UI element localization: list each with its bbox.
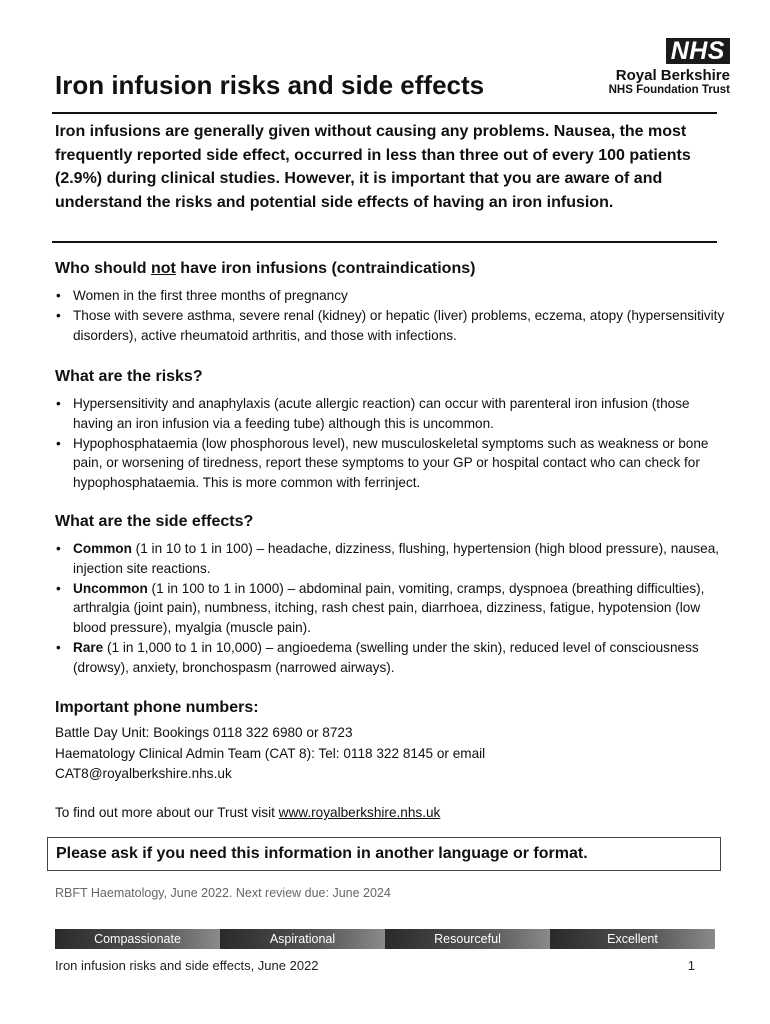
- contraindications-section: [55, 260, 725, 345]
- trust-website-link[interactable]: www.royalberkshire.nhs.uk: [278, 805, 441, 820]
- contraindications-heading: Who should not have iron infusions (contraindications): [55, 260, 476, 277]
- intro-divider: [52, 241, 717, 243]
- trust-values-bar: [55, 929, 715, 949]
- trust-website-line: To find out more about our Trust visit www.royalberkshire.nhs.uk: [55, 805, 441, 820]
- title-divider: [52, 112, 717, 114]
- value-excellent: Excellent: [550, 929, 715, 949]
- language-format-box: [47, 837, 721, 871]
- side-effects-heading: What are the side effects?: [55, 513, 254, 530]
- language-format-notice: Please ask if you need this information in another language or format.: [56, 845, 588, 862]
- review-date: RBFT Haematology, June 2022. Next review due: June 2024: [55, 886, 391, 900]
- trust-subtitle: NHS Foundation Trust: [608, 84, 730, 96]
- phone-numbers-section: [55, 699, 735, 785]
- value-aspirational: Aspirational: [220, 929, 385, 949]
- list-item: • Uncommon (1 in 100 to 1 in 1000) – abdominal pain, vomiting, cramps, dyspnoea (breathing difficulties), arthralgia (joint pain), numbness, itching, rash chest pain, diarrhoea, dizziness, fatigue, hypotension (low blood pressure), myalgia (muscle pain).: [73, 579, 725, 638]
- risks-heading: What are the risks?: [55, 368, 203, 385]
- page-title: Iron infusion risks and side effects: [55, 70, 485, 100]
- haematology-team-line: Haematology Clinical Admin Team (CAT 8): Tel: 0118 322 8145 or email: [55, 745, 486, 761]
- value-compassionate: Compassionate: [55, 929, 220, 949]
- side-effects-section: [55, 513, 725, 678]
- side-effects-list: [55, 539, 725, 678]
- list-item: • Hypophosphataemia (low phosphorous level), new musculoskeletal symptoms such as weakness or bone pain, or worsening of tiredness, report these symptoms to your GP or hospital contact who can check for hypophosphataemia. This is more common with ferrinject.: [73, 434, 725, 493]
- list-item: • Rare (1 in 1,000 to 1 in 10,000) – angioedema (swelling under the skin), reduced level of consciousness (drowsy), anxiety, bronchospasm (narrowed airways).: [73, 638, 725, 678]
- risks-section: [55, 368, 725, 493]
- battle-day-unit-line: Battle Day Unit: Bookings 0118 322 6980 or 8723: [55, 725, 353, 740]
- cat8-email[interactable]: CAT8@royalberkshire.nhs.uk: [55, 766, 232, 781]
- value-resourceful: Resourceful: [385, 929, 550, 949]
- page-number: 1: [687, 958, 695, 973]
- risks-list: [55, 394, 725, 493]
- phone-numbers-heading: Important phone numbers:: [55, 699, 259, 716]
- contraindications-list: [55, 286, 725, 345]
- intro-paragraph: Iron infusions are generally given without causing any problems. Nausea, the most frequently reported side effect, occurred in less than three out of every 100 patients (2.9%) during clinical studies. However, it is important that you are aware of and understand the risks and potential side effects of having an iron infusion.: [55, 123, 691, 211]
- list-item: • Those with severe asthma, severe renal (kidney) or hepatic (liver) problems, eczema, atopy (hypersensitivity disorders), active rheumatoid arthritis, and those with infections.: [73, 306, 725, 346]
- list-item: • Common (1 in 10 to 1 in 100) – headache, dizziness, flushing, hypertension (high blood pressure), nausea, injection site reactions.: [73, 539, 725, 579]
- nhs-logo: [609, 38, 730, 96]
- trust-name: Royal Berkshire: [615, 67, 730, 84]
- list-item: • Hypersensitivity and anaphylaxis (acute allergic reaction) can occur with parenteral iron infusion (those having an iron infusion via a feeding tube) although this is uncommon.: [73, 394, 725, 434]
- nhs-logo-mark: NHS: [666, 38, 730, 64]
- footer-title: Iron infusion risks and side effects, June 2022: [55, 958, 319, 973]
- list-item: • Women in the first three months of pregnancy: [73, 286, 725, 306]
- not-underlined: not: [150, 260, 176, 277]
